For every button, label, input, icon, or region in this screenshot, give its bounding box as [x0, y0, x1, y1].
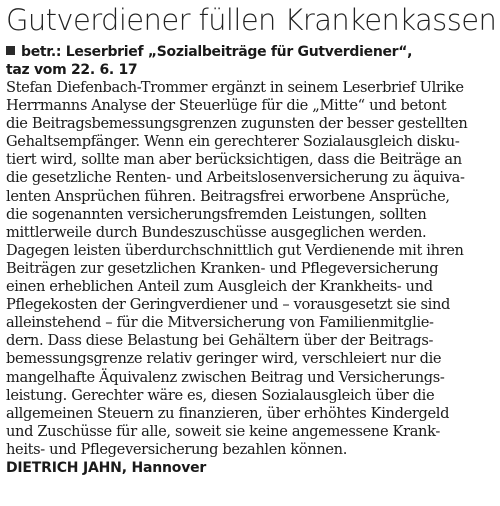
body-line: Pflegekosten der Geringverdiener und – vorausgesetzt sie sind	[6, 296, 451, 314]
author-city: Hannover	[131, 459, 207, 476]
reference-subject: betr.: Leserbrief „Sozialbeiträge für Gutverdiener“,	[21, 44, 413, 60]
signature: DIETRICH JAHN, Hannover	[6, 459, 207, 476]
body-line: heits- und Pflegeversicherung bezahlen können.	[6, 440, 347, 458]
newspaper-clipping	[6, 0, 496, 506]
body-line: Beiträgen zur gesetzlichen Kranken- und Pflegeversicherung	[6, 259, 439, 277]
body-line: dern. Dass diese Belastung bei Gehältern über der Beitrags-	[6, 332, 434, 350]
body-line: Gehaltsempfänger. Wenn ein gerechterer Sozialausgleich disku-	[6, 133, 460, 151]
reference-line	[6, 43, 496, 61]
body-line: mangelhafte Äquivalenz zwischen Beitrag und Versicherungs-	[6, 368, 445, 386]
body-line: die sogenannten versicherungsfremden Leistungen, sollten	[6, 205, 427, 223]
body-line: lenten Ansprüchen führen. Beitragsfrei erworbene Ansprüche,	[6, 187, 450, 205]
body-line: die Beitragsbemessungsgrenzen zugunsten der besser gestellten	[6, 115, 468, 133]
body-line: einen erheblichen Anteil zum Ausgleich der Krankheits- und	[6, 278, 433, 296]
body-line: leistung. Gerechter wäre es, diesen Sozialausgleich über die	[6, 386, 435, 404]
body-line: Dagegen leisten überdurchschnittlich gut Verdienende mit ihren	[6, 241, 464, 259]
body-line: mittlerweile durch Bundeszuschüsse ausgeglichen werden.	[6, 223, 427, 241]
author-name: DIETRICH JAHN	[6, 459, 122, 476]
body-line: die gesetzliche Renten- und Arbeitslosenversicherung zu äquiva-	[6, 169, 465, 187]
headline: Gutverdiener füllen Krankenkassen	[6, 3, 496, 37]
body-line: Herrmanns Analyse der Steuerlüge für die „Mitte“ und betont	[6, 97, 447, 115]
body-line: alleinstehend – für die Mitversicherung von Familienmitglie-	[6, 314, 434, 332]
reference-date: taz vom 22. 6. 17	[6, 62, 138, 78]
body-line: und Zuschüsse für alle, soweit sie keine angemessene Krank-	[6, 422, 440, 440]
reference-block	[6, 43, 496, 79]
body-line: Stefan Diefenbach-Trommer ergänzt in seinem Leserbrief Ulrike	[6, 79, 464, 96]
body-line: bemessungsgrenze relativ geringer wird, verschleiert nur die	[6, 350, 442, 368]
body-line: tiert wird, sollte man aber berücksichtigen, dass die Beiträge an	[6, 151, 462, 169]
square-bullet-icon	[6, 46, 15, 55]
body-line: allgemeinen Steuern zu finanzieren, über erhöhtes Kindergeld	[6, 404, 450, 422]
letter-body	[6, 79, 496, 459]
